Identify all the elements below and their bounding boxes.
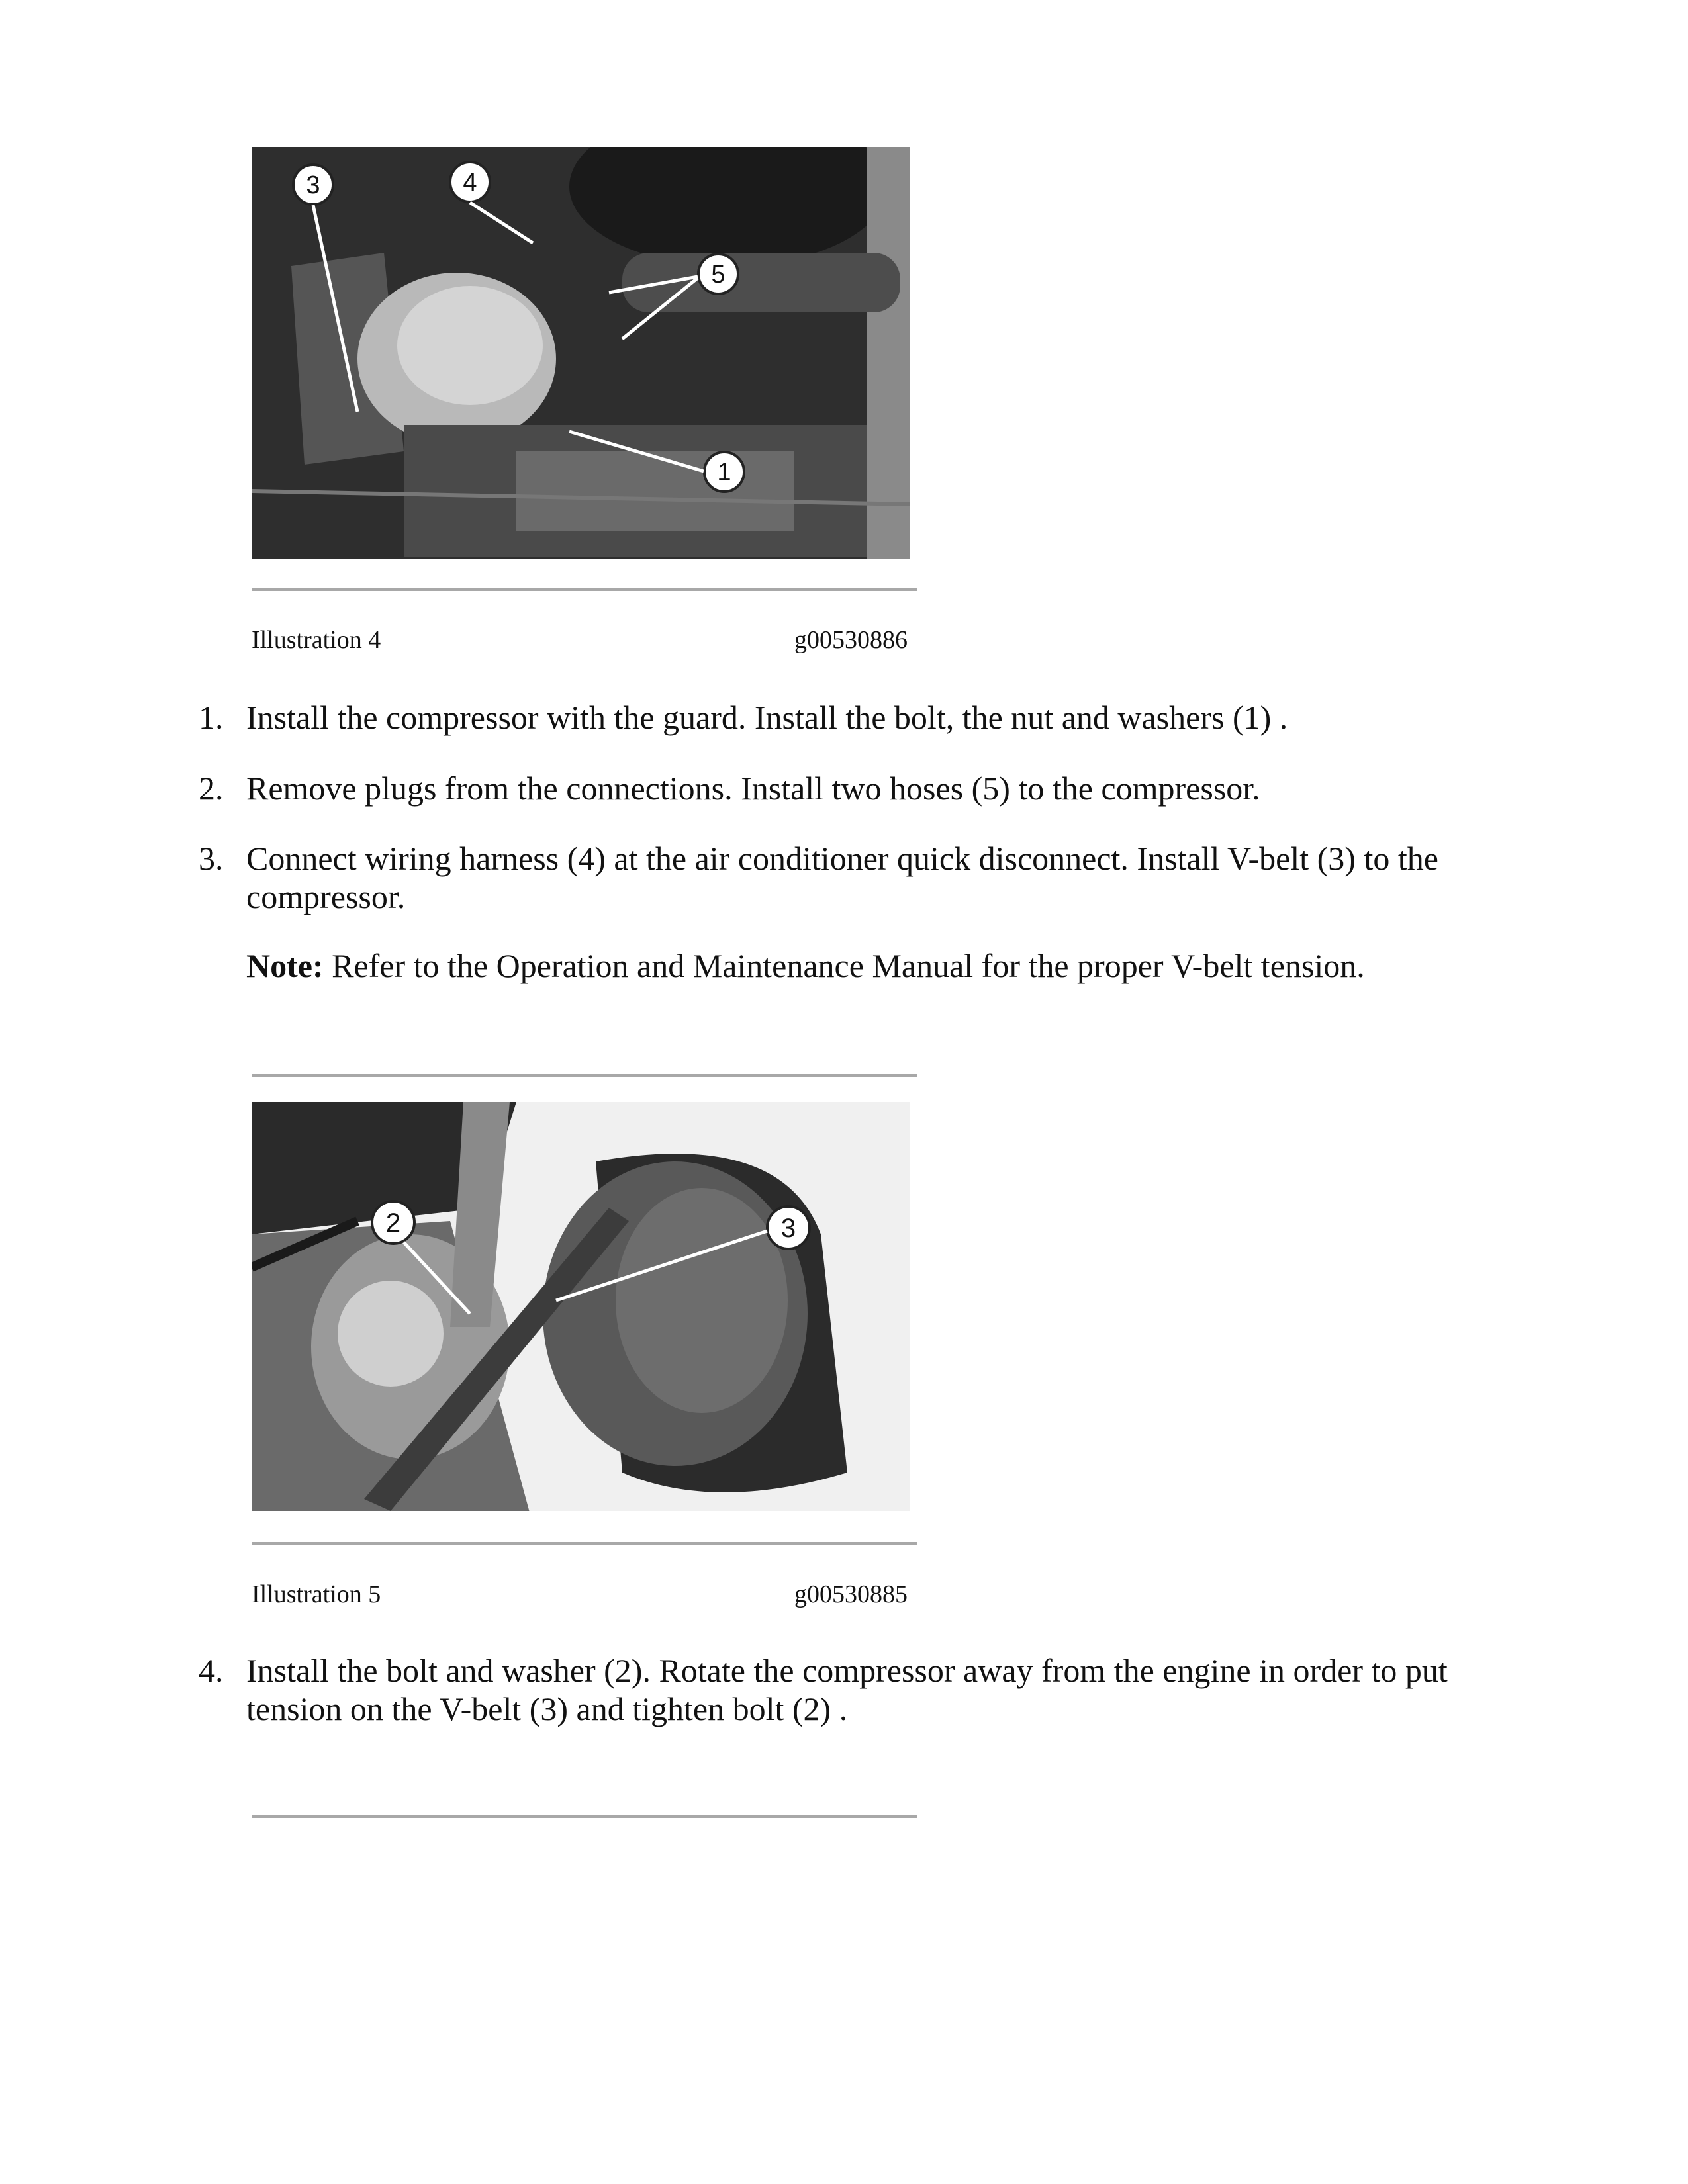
figure-3-top-rule xyxy=(252,1815,917,1818)
illustration-5-photo xyxy=(252,1102,910,1511)
callout-4-label: 4 xyxy=(463,169,477,197)
step-text: Install the bolt and washer (2). Rotate the compressor away from the engine in order to put tension on the V-belt (3) and tighten bolt (2) . xyxy=(246,1652,1448,1727)
step-text: Connect wiring harness (4) at the air conditioner quick disconnect. Install V-belt (3) to the compressor. xyxy=(246,840,1438,915)
figure-2-bottom-rule xyxy=(252,1542,917,1545)
illustration-4-label: Illustration 4 xyxy=(252,626,381,654)
figure-1-rule xyxy=(252,588,917,591)
callout-2-label: 2 xyxy=(385,1208,401,1238)
illustration-4-photo xyxy=(252,147,910,559)
step-text: Install the compressor with the guard. Install the bolt, the nut and washers (1) . xyxy=(246,699,1288,736)
step-number: 1. xyxy=(199,699,224,736)
callout-3-label: 3 xyxy=(780,1214,796,1243)
callout-5-label: 5 xyxy=(711,261,726,289)
step-number: 3. xyxy=(199,840,224,877)
step-number: 2. xyxy=(199,770,224,807)
note-paragraph xyxy=(246,946,1477,985)
note-label: Note: xyxy=(246,947,324,984)
illustration-5-id: g00530885 xyxy=(794,1580,908,1608)
callout-3-label: 3 xyxy=(306,171,320,199)
step-text: Remove plugs from the connections. Install two hoses (5) to the compressor. xyxy=(246,770,1260,807)
step-number: 4. xyxy=(199,1652,224,1689)
note-text: Refer to the Operation and Maintenance Manual for the proper V-belt tension. xyxy=(323,947,1365,984)
illustration-4-id: g00530886 xyxy=(794,626,908,654)
callout-1-label: 1 xyxy=(717,459,731,486)
illustration-5-label: Illustration 5 xyxy=(252,1580,381,1608)
figure-2-top-rule xyxy=(252,1074,917,1077)
